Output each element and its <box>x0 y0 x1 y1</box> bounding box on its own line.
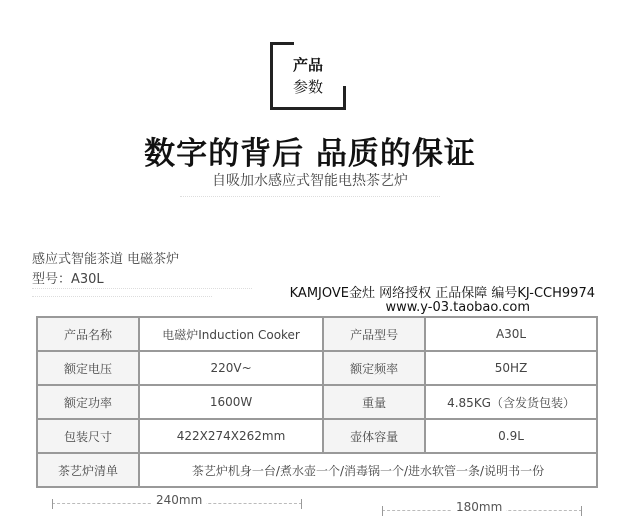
dimension-tick <box>581 506 582 516</box>
dimension-label-left: 240mm <box>152 493 206 507</box>
spec-label: 产品名称 <box>37 317 139 351</box>
section-badge <box>270 42 346 110</box>
spec-label: 茶艺炉清单 <box>37 453 139 487</box>
spec-value: 50HZ <box>425 351 597 385</box>
decorative-line <box>32 288 252 289</box>
table-row <box>37 317 597 351</box>
dimension-tick <box>382 506 383 516</box>
spec-label: 包装尺寸 <box>37 419 139 453</box>
table-row <box>37 351 597 385</box>
dimension-tick <box>52 499 53 509</box>
website-url: www.y-03.taobao.com <box>385 300 530 315</box>
badge-line-1: 产品 <box>292 56 323 74</box>
spec-value: 422X274X262mm <box>139 419 323 453</box>
spec-label: 额定电压 <box>37 351 139 385</box>
dimension-tick <box>301 499 302 509</box>
spec-label: 产品型号 <box>323 317 425 351</box>
table-row <box>37 419 597 453</box>
dimension-label-right: 180mm <box>452 500 506 514</box>
page-subheading: 自吸加水感应式智能电热茶艺炉 <box>212 173 408 189</box>
spec-label: 额定功率 <box>37 385 139 419</box>
spec-value: 1600W <box>139 385 323 419</box>
spec-value: 电磁炉Induction Cooker <box>139 317 323 351</box>
badge-line-2: 参数 <box>292 78 323 96</box>
spec-label: 壶体容量 <box>323 419 425 453</box>
spec-value: 茶艺炉机身一台/煮水壶一个/消毒锅一个/进水软管一条/说明书一份 <box>139 453 597 487</box>
page-heading: 数字的背后 品质的保证 <box>144 136 476 172</box>
table-row <box>37 385 597 419</box>
spec-label: 额定频率 <box>323 351 425 385</box>
decorative-line <box>32 296 212 297</box>
spec-value: A30L <box>425 317 597 351</box>
decorative-line <box>180 196 440 197</box>
spec-value: 4.85KG（含发货包装） <box>425 385 597 419</box>
spec-value: 220V~ <box>139 351 323 385</box>
product-name: 感应式智能茶道 电磁茶炉 <box>32 252 180 267</box>
spec-label: 重量 <box>323 385 425 419</box>
product-model: 型号：A30L <box>32 272 104 287</box>
spec-table <box>36 316 598 488</box>
spec-value: 0.9L <box>425 419 597 453</box>
table-row <box>37 453 597 487</box>
brand-authorization: KAMJOVE金灶 网络授权 正品保障 编号KJ-CCH9974 <box>289 286 595 301</box>
